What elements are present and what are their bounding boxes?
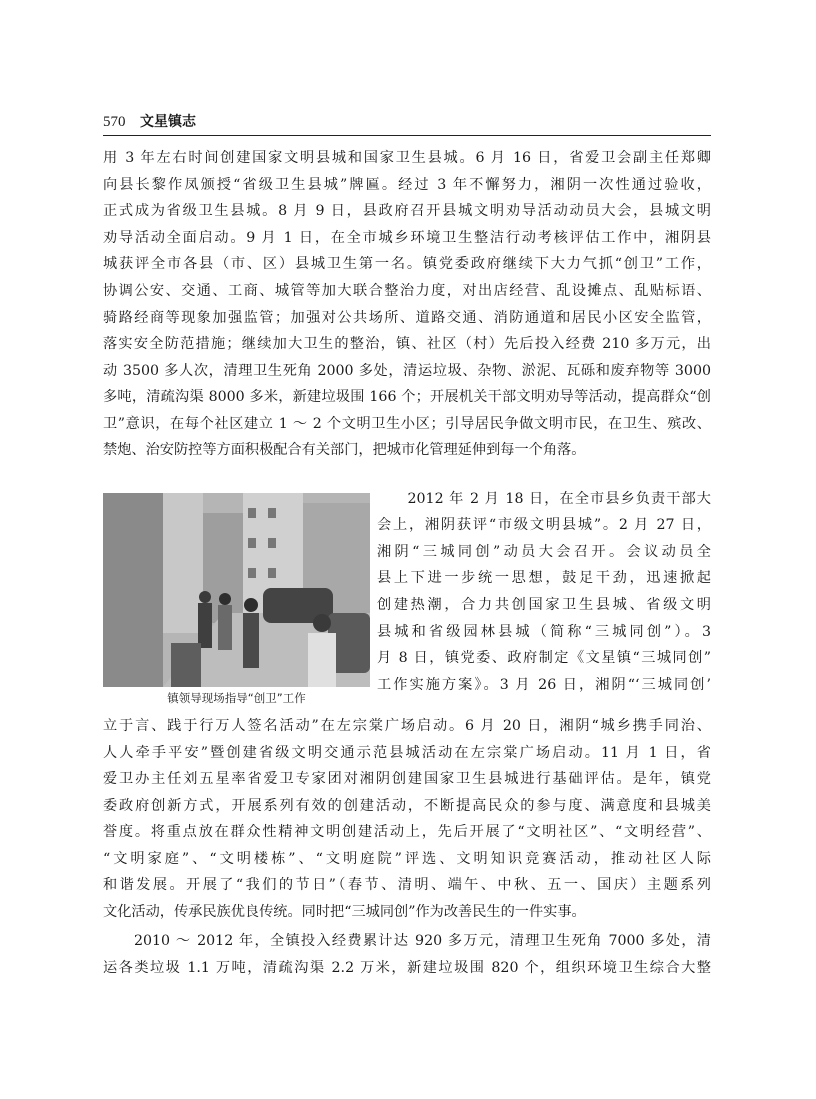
text-line: 会上，湘阴获评“市级文明县城”。2 月 27 日， — [377, 517, 711, 533]
text-line: 禁炮、治安防控等方面积极配合有关部门，把城市化管理延伸到每一个角落。 — [103, 442, 586, 458]
text-line: 协调公安、交通、工商、城管等加大联合整治力度，对出店经营、乱设摊点、乱贴标语、 — [103, 283, 711, 299]
page-number: 570 — [103, 114, 126, 130]
text-line: 工作实施方案》。3 月 26 日，湘阴“‘三城同创’ — [377, 677, 711, 693]
text-line: 和谐发展。开展了“我们的节日”（春节、清明、端午、中秋、五一、国庆）主题系列 — [103, 877, 711, 893]
text-line: 动 3500 多人次，清理卫生死角 2000 多处，清运垃圾、杂物、淤泥、瓦砾和废弃物等 3000 — [103, 363, 711, 379]
book-title: 文星镇志 — [139, 114, 196, 130]
text-line: 运各类垃圾 1.1 万吨，清疏沟渠 2.2 万米，新建垃圾围 820 个，组织环境卫生综合大整 — [103, 960, 711, 976]
text-line: 城获评全市各县（市、区）县城卫生第一名。镇党委政府继续下大力气抓“创卫”工作， — [103, 256, 711, 272]
text-line: 正式成为省级卫生县城。8 月 9 日，县政府召开县城文明劝导活动动员大会，县城文明 — [103, 203, 711, 219]
text-line: 向县长黎作凤颁授“省级卫生县城”牌匾。经过 3 年不懈努力，湘阴一次性通过验收， — [103, 177, 711, 193]
text-line: 2012 年 2 月 18 日，在全市县乡负责干部大 — [377, 491, 711, 507]
text-line: 多吨，清疏沟渠 8000 多米，新建垃圾围 166 个；开展机关干部文明劝导等活动，提高群众“创 — [103, 389, 711, 405]
text-line: 文化活动，传承民族优良传统。同时把“三城同创”作为改善民生的一件实事。 — [103, 904, 586, 920]
text-line: 用 3 年左右时间创建国家文明县城和国家卫生县城。6 月 16 日，省爱卫会副主任郑卿 — [103, 150, 711, 166]
photo-caption: 镇领导现场指导“创卫”工作 — [167, 691, 306, 705]
text-line: 落实安全防范措施；继续加大卫生的整治，镇、社区（村）先后投入经费 210 多万元，出 — [103, 336, 711, 352]
text-line: 誉度。将重点放在群众性精神文明创建活动上，先后开展了“文明社区”、“文明经营”、 — [103, 824, 711, 840]
text-line: 骑路经商等现象加强监管；加强对公共场所、道路交通、消防通道和居民小区安全监管， — [103, 310, 711, 326]
text-line: 月 8 日，镇党委、政府制定《文星镇“三城同创” — [377, 650, 711, 666]
text-line: “文明家庭”、“文明楼栋”、“文明庭院”评选、文明知识竞赛活动，推动社区人际 — [103, 851, 711, 867]
text-line: 创建热潮，合力共创国家卫生县城、省级文明 — [377, 597, 711, 613]
text-line: 劝导活动全面启动。9 月 1 日，在全市城乡环境卫生整洁行动考核评估工作中，湘阴县 — [103, 230, 711, 246]
text-line: 立于言、践于行万人签名活动”在左宗棠广场启动。6 月 20 日，湘阴“城乡携手同治、 — [103, 718, 711, 734]
text-line: 爱卫办主任刘五星率省爱卫专家团对湘阴创建国家卫生县城进行基础评估。是年，镇党 — [103, 771, 711, 787]
text-line: 2010 ～ 2012 年，全镇投入经费累计达 920 多万元，清理卫生死角 7000 多处，清 — [103, 933, 711, 949]
text-line: 委政府创新方式，开展系列有效的创建活动，不断提高民众的参与度、满意度和县城美 — [103, 798, 711, 814]
text-line: 湘阴“三城同创”动员大会召开。会议动员全 — [377, 544, 711, 560]
running-header — [103, 111, 711, 136]
text-line: 卫”意识，在每个社区建立 1 ～ 2 个文明卫生小区；引导居民争做文明市民，在卫生、殡改、 — [103, 416, 711, 432]
text-line: 人人牵手平安”暨创建省级文明交通示范县城活动在左宗棠广场启动。11 月 1 日，省 — [103, 745, 711, 761]
street-photo — [103, 493, 370, 687]
text-line: 县城和省级园林县城（简称“三城同创”）。3 — [377, 624, 711, 640]
text-line: 县上下进一步统一思想，鼓足干劲，迅速掀起 — [377, 570, 711, 586]
